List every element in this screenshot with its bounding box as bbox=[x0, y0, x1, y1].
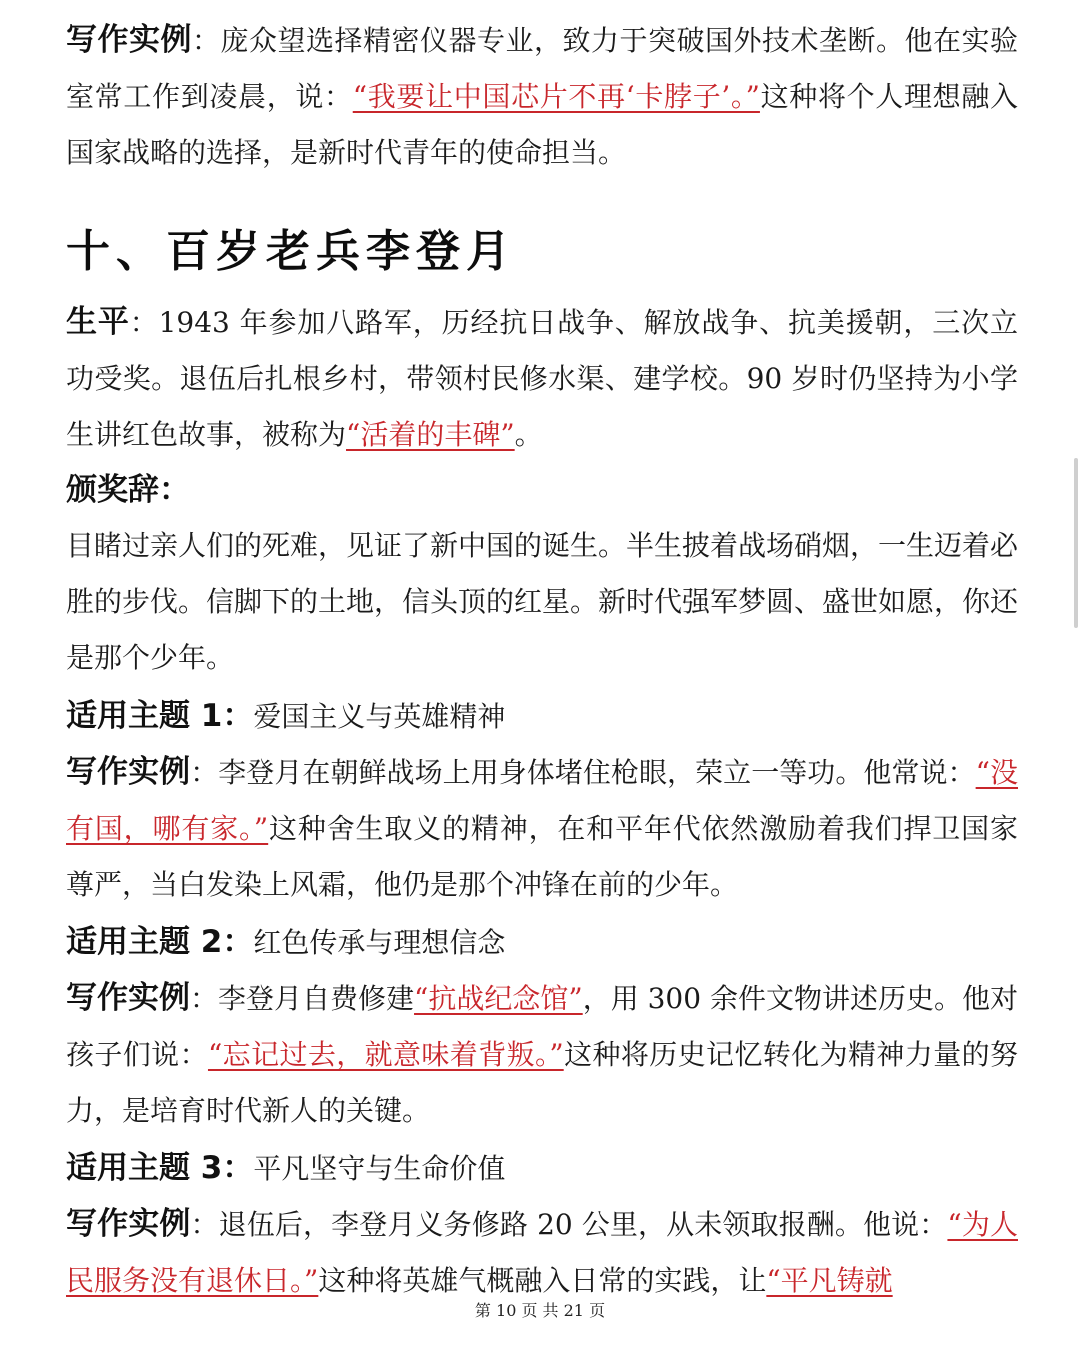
body-text: ：庞众望选择精密仪器专业，致力于突破国外技术垄断。他在实验室常工作到凌晨，说： bbox=[66, 24, 1018, 113]
bold-label: 写作实例 bbox=[66, 22, 192, 58]
theme-1 bbox=[66, 688, 1018, 745]
quote-text: “平凡铸就 bbox=[766, 1264, 893, 1297]
bold-label: 写作实例 bbox=[66, 754, 191, 790]
paragraph-writing-example-1 bbox=[66, 744, 1018, 913]
body-text: 。 bbox=[514, 418, 543, 451]
paragraph-writing-example-3 bbox=[66, 1196, 1018, 1309]
quote-text: “我要让中国芯片不再‘卡脖子’。” bbox=[352, 80, 760, 113]
body-text: 平凡坚守与生命价值 bbox=[253, 1152, 506, 1185]
body-text: ，用 300 余件文物讲述历史。他对孩子们说： bbox=[66, 982, 1018, 1071]
body-text: 目睹过亲人们的死难，见证了新中国的诞生。半生披着战场硝烟，一生迈着必胜的步伐。信脚下的土地，信头顶的红星。新时代强军梦圆、盛世如愿，你还是那个少年。 bbox=[66, 529, 1019, 674]
quote-text: “活着的丰碑” bbox=[346, 418, 515, 451]
body-text: 爱国主义与英雄精神 bbox=[253, 700, 506, 733]
bold-label: 适用主题 3： bbox=[66, 1150, 254, 1186]
page-footer: 第 10 页 共 21 页 bbox=[474, 1301, 606, 1320]
quote-text: “没有国，哪有家。” bbox=[66, 756, 1018, 845]
body-text: 这种将英雄气概融入日常的实践，让 bbox=[318, 1264, 767, 1297]
body-text: ：1943 年参加八路军，历经抗日战争、解放战争、抗美援朝，三次立功受奖。退伍后扎根乡村，带领村民修水渠、建学校。90 岁时仍坚持为小学生讲红色故事，被称为 bbox=[66, 306, 1019, 451]
bold-label: 适用主题 2： bbox=[66, 924, 254, 960]
body-text: ：退伍后，李登月义务修路 20 公里，从未领取报酬。他说： bbox=[190, 1208, 948, 1241]
body-text: 红色传承与理想信念 bbox=[253, 926, 506, 959]
paragraph-writing-example-2 bbox=[66, 970, 1018, 1139]
bold-label: 颁奖辞： bbox=[66, 472, 190, 508]
quote-text: “抗战纪念馆” bbox=[414, 982, 583, 1015]
scrollbar[interactable] bbox=[1074, 458, 1078, 628]
paragraph-biography bbox=[66, 294, 1018, 463]
body-text: ：李登月自费修建 bbox=[190, 982, 415, 1015]
bold-label: 写作实例 bbox=[66, 980, 191, 1016]
section-heading: 十、百岁老兵李登月 bbox=[66, 226, 516, 277]
bold-label: 写作实例 bbox=[66, 1206, 191, 1242]
body-text: 这种将历史记忆转化为精神力量的努力，是培育时代新人的关键。 bbox=[66, 1038, 1018, 1127]
paragraph-award-speech bbox=[66, 518, 1018, 686]
body-text: 这种将个人理想融入国家战略的选择，是新时代青年的使命担当。 bbox=[66, 80, 1018, 169]
paragraph-writing-example-pang bbox=[66, 12, 1018, 181]
body-text: ：李登月在朝鲜战场上用身体堵住枪眼，荣立一等功。他常说： bbox=[190, 756, 976, 789]
quote-text: “为人民服务没有退休日。” bbox=[66, 1208, 1018, 1297]
bold-label: 生平 bbox=[66, 304, 130, 340]
body-text: 这种舍生取义的精神，在和平年代依然激励着我们捍卫国家尊严，当白发染上风霜，他仍是那个冲锋在前的少年。 bbox=[66, 812, 1018, 901]
label-award-speech bbox=[66, 462, 1018, 519]
bold-label: 适用主题 1： bbox=[66, 698, 254, 734]
theme-2 bbox=[66, 914, 1018, 971]
quote-text: “忘记过去，就意味着背叛。” bbox=[207, 1038, 564, 1071]
theme-3 bbox=[66, 1140, 1018, 1197]
